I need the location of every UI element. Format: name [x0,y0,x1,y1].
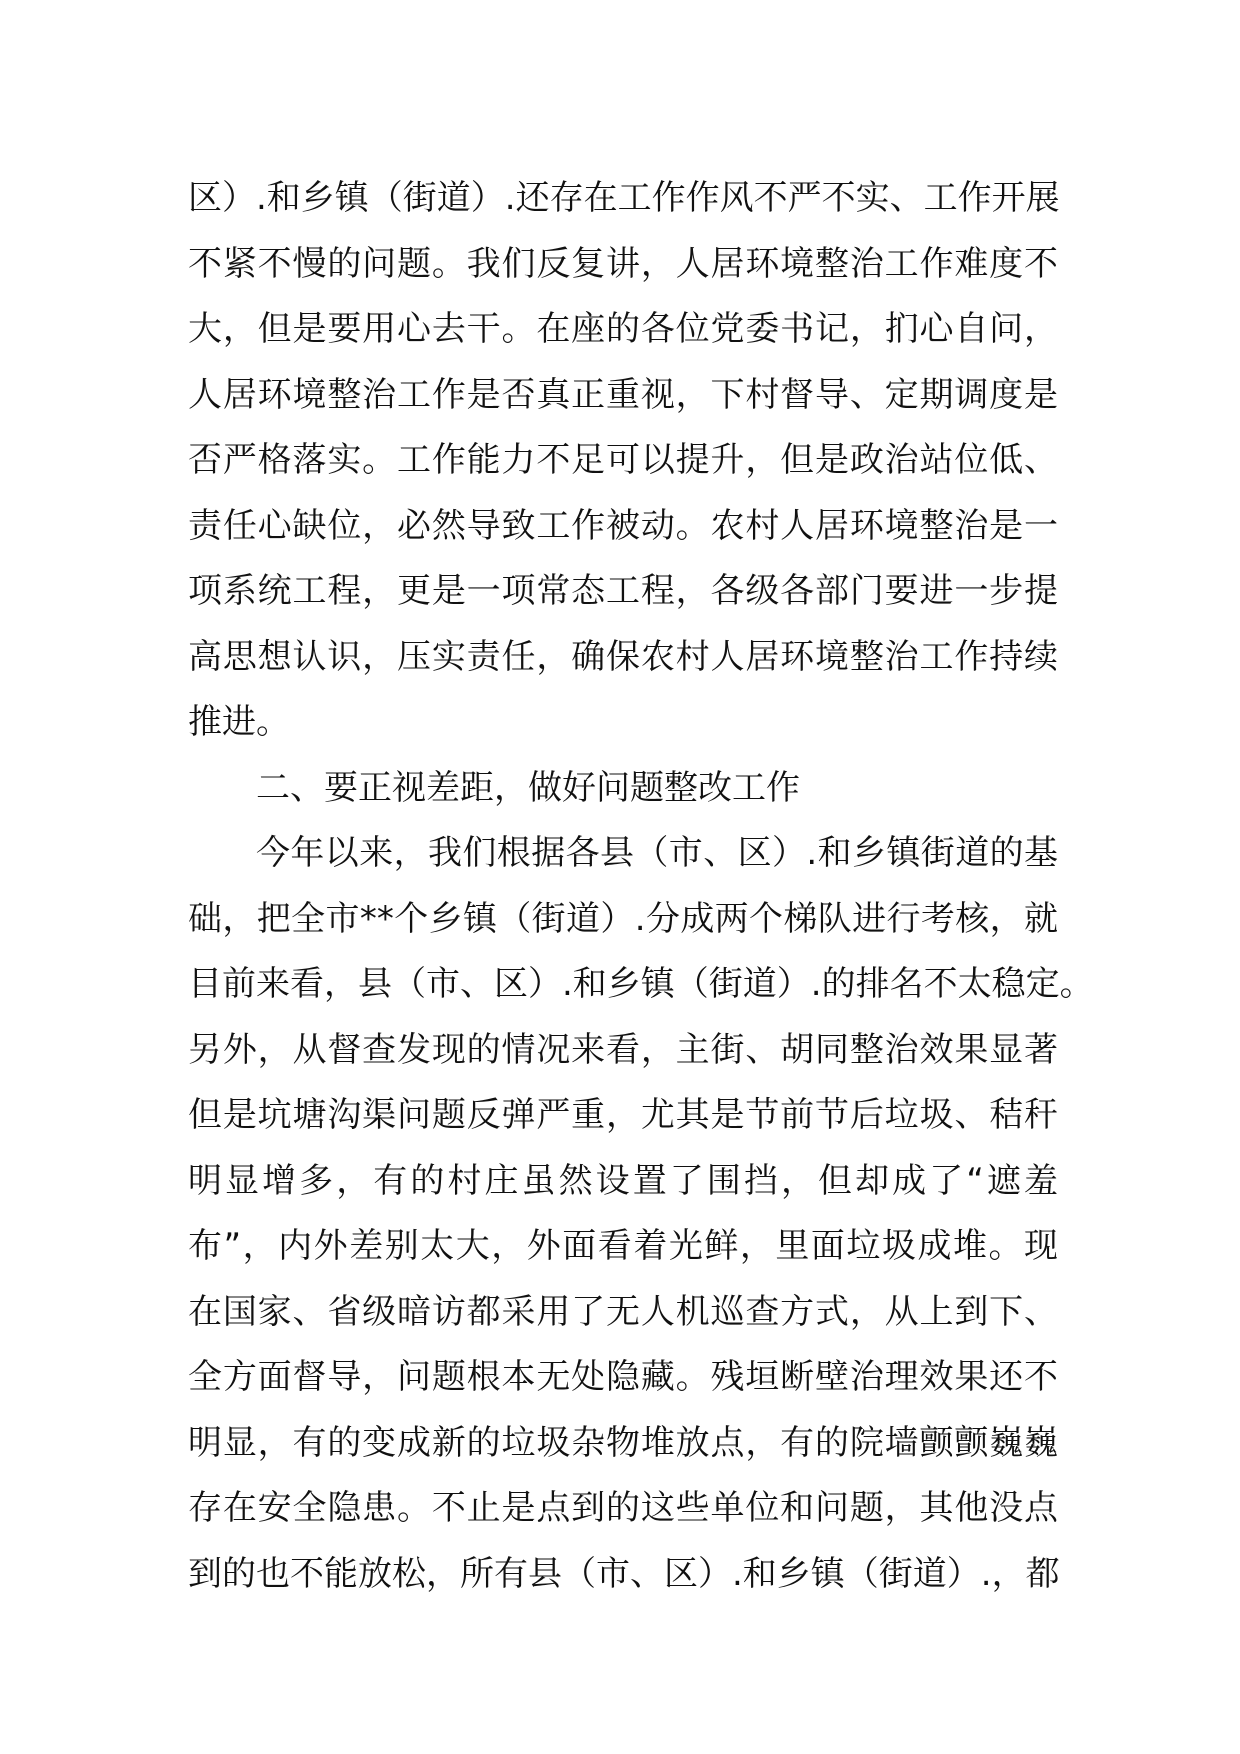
text-line: 础，把全市**个乡镇（街道）.分成两个梯队进行考核，就 [188,898,1058,939]
text-line: 但是坑塘沟渠问题反弹严重，尤其是节前节后垃圾、秸秆 [188,1095,1058,1135]
text-line: 项系统工程，更是一项常态工程，各级各部门要进一步提 [188,571,1058,611]
paragraph-2 [188,821,1094,1607]
text-line: 大，但是要用心去干。在座的各位党委书记，扪心自问， [188,309,1058,349]
text-line: 明显增多，有的村庄虽然设置了围挡，但却成了“遮羞 [188,1160,1058,1201]
section-heading: 二、要正视差距，做好问题整改工作 [256,767,800,808]
text-line: 高思想认识，压实责任，确保农村人居环境整治工作持续 [188,636,1058,677]
text-line: 推进。 [188,702,290,742]
text-line: 人居环境整治工作是否真正重视，下村督导、定期调度是 [188,374,1058,415]
text-line: 今年以来，我们根据各县（市、区）.和乡镇街道的基 [256,833,1058,873]
paragraph-1 [188,166,1058,756]
text-line: 在国家、省级暗访都采用了无人机巡查方式，从上到下、 [188,1291,1058,1332]
text-line: 责任心缺位，必然导致工作被动。农村人居环境整治是一 [188,505,1058,546]
text-line: 全方面督导，问题根本无处隐藏。残垣断壁治理效果还不 [188,1357,1058,1397]
text-line: 到的也不能放松，所有县（市、区）.和乡镇（街道）.，都 [188,1553,1060,1594]
text-line: 布”，内外差别太大，外面看着光鲜，里面垃圾成堆。现 [188,1226,1058,1266]
text-line: 目前来看，县（市、区）.和乡镇（街道）.的排名不太稳定。 [188,964,1094,1004]
text-line: 另外，从督查发现的情况来看，主街、胡同整治效果显著 [188,1029,1058,1070]
text-line: 区）.和乡镇（街道）.还存在工作作风不严不实、工作开展 [188,178,1060,218]
document-body [188,166,1094,1607]
text-line: 否严格落实。工作能力不足可以提升，但是政治站位低、 [188,440,1058,480]
text-line: 不紧不慢的问题。我们反复讲，人居环境整治工作难度不 [188,243,1058,284]
text-line: 明显，有的变成新的垃圾杂物堆放点，有的院墙颤颤巍巍 [188,1422,1058,1463]
text-line: 存在安全隐患。不止是点到的这些单位和问题，其他没点 [188,1488,1058,1528]
